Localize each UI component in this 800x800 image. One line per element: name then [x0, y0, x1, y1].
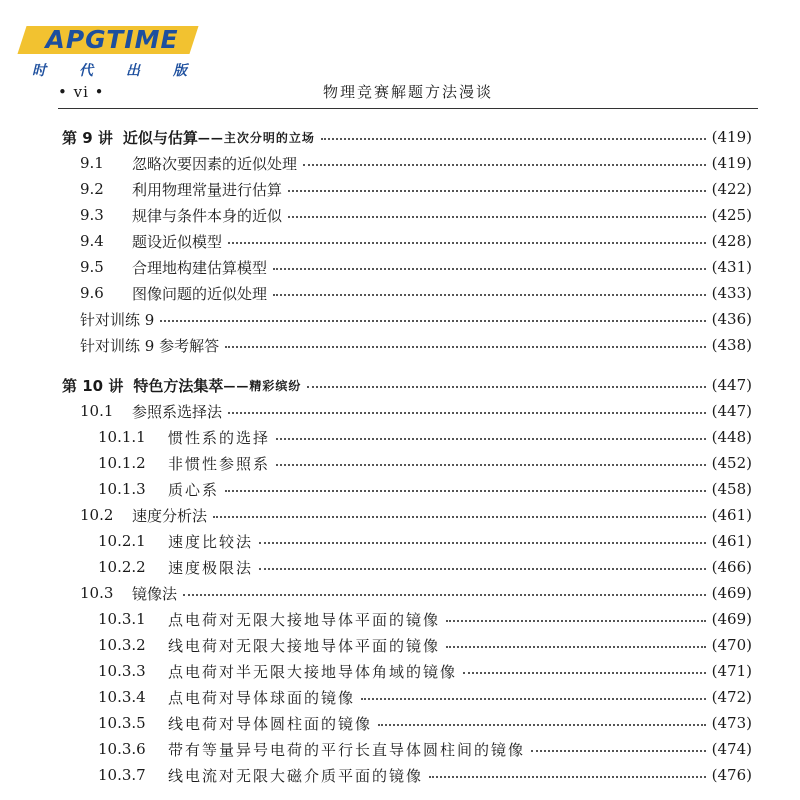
toc-number: 10.3.7	[98, 766, 146, 784]
toc-number: 10.3	[80, 584, 114, 602]
toc-leader-dots	[531, 750, 706, 752]
toc-leader-dots	[446, 620, 706, 622]
toc-number: 10.3.1	[98, 610, 146, 628]
toc-row[interactable]	[80, 306, 752, 332]
toc-page-number: (476)	[711, 766, 752, 784]
toc-row[interactable]	[98, 710, 752, 736]
toc-leader-dots	[228, 242, 706, 244]
toc-number: 10.1.1	[98, 428, 146, 446]
toc-leader-dots	[288, 190, 706, 192]
toc-number: 9.1	[80, 154, 104, 172]
toc-subtitle: ——主次分明的立场	[197, 130, 315, 145]
toc-title: 规律与条件本身的近似	[132, 206, 283, 225]
toc-title: 线电荷对无限大接地导体平面的镜像	[168, 636, 441, 655]
toc-row[interactable]	[80, 332, 752, 358]
toc-number: 第 9 讲	[62, 128, 113, 147]
toc-number: 第 10 讲	[62, 376, 124, 395]
toc-number: 10.3.2	[98, 636, 146, 654]
toc-leader-dots	[228, 412, 706, 414]
toc-number: 10.2.2	[98, 558, 146, 576]
toc-page-number: (436)	[711, 310, 752, 328]
logo-subtitle	[32, 60, 187, 80]
toc-number: 10.3.6	[98, 740, 146, 758]
toc-row[interactable]	[98, 632, 752, 658]
toc-page-number: (470)	[711, 636, 752, 654]
toc-page-number: (461)	[711, 506, 752, 524]
toc-leader-dots	[446, 646, 706, 648]
toc-title: 速度分析法	[132, 506, 208, 525]
toc-leader-dots	[273, 294, 706, 296]
toc-page-number: (422)	[711, 180, 752, 198]
toc-page-number: (474)	[711, 740, 752, 758]
toc-number: 10.1	[80, 402, 114, 420]
toc-page-number: (448)	[711, 428, 752, 446]
toc-title: 惯性系的选择	[168, 428, 271, 447]
toc-row[interactable]	[98, 762, 752, 788]
toc-number: 10.2.1	[98, 532, 146, 550]
toc-leader-dots	[463, 672, 706, 674]
toc-row[interactable]	[80, 176, 752, 202]
toc-page-number: (447)	[711, 376, 752, 394]
toc-title: 题设近似模型	[132, 232, 223, 251]
toc-row[interactable]	[98, 554, 752, 580]
toc-leader-dots	[183, 594, 706, 596]
toc-leader-dots	[429, 776, 706, 778]
toc-leader-dots	[361, 698, 706, 700]
toc-chapter-row[interactable]	[62, 372, 752, 398]
toc-page-number: (419)	[711, 128, 752, 146]
toc-page-number: (425)	[711, 206, 752, 224]
toc-title: 合理地构建估算模型	[132, 258, 268, 277]
toc-title: 近似与估算	[122, 128, 198, 147]
toc-leader-dots	[288, 216, 706, 218]
page-number: • vi •	[58, 83, 105, 101]
toc-row[interactable]	[80, 280, 752, 306]
toc-page-number: (466)	[711, 558, 752, 576]
toc-title: 非惯性参照系	[168, 454, 271, 473]
toc-page-number: (473)	[711, 714, 752, 732]
toc-title: 质心系	[168, 480, 220, 499]
toc-page-number: (419)	[711, 154, 752, 172]
toc-number: 9.2	[80, 180, 104, 198]
toc-title: 图像问题的近似处理	[132, 284, 268, 303]
toc-title: 带有等量异号电荷的平行长直导体圆柱间的镜像	[168, 740, 526, 759]
publisher-logo	[22, 20, 197, 84]
toc-title: 线电流对无限大磁介质平面的镜像	[168, 766, 424, 785]
toc-row[interactable]	[80, 202, 752, 228]
toc-leader-dots	[225, 490, 706, 492]
toc-row[interactable]	[80, 228, 752, 254]
toc-row[interactable]	[98, 528, 752, 554]
logo-subtitle-char: 出	[126, 63, 140, 79]
toc-row[interactable]	[80, 150, 752, 176]
header-rule	[58, 108, 758, 109]
toc-page-number: (433)	[711, 284, 752, 302]
toc-leader-dots	[225, 346, 706, 348]
toc-title: 速度比较法	[168, 532, 254, 551]
book-title: 物理竞赛解题方法漫谈	[322, 83, 493, 101]
toc-chapter-row[interactable]	[62, 124, 752, 150]
toc-number: 10.1.2	[98, 454, 146, 472]
logo-subtitle-char: 版	[173, 63, 187, 79]
toc-leader-dots	[213, 516, 706, 518]
toc-title: 速度极限法	[168, 558, 254, 577]
toc-page-number: (447)	[711, 402, 752, 420]
toc-leader-dots	[276, 438, 706, 440]
toc-row[interactable]	[98, 658, 752, 684]
toc-title: 忽略次要因素的近似处理	[132, 154, 298, 173]
toc-leader-dots	[303, 164, 706, 166]
toc-subtitle: ——精彩缤纷	[223, 378, 302, 393]
toc-title: 点电荷对无限大接地导体平面的镜像	[168, 610, 441, 629]
toc-leader-dots	[307, 386, 705, 388]
toc-leader-dots	[273, 268, 706, 270]
toc-row[interactable]	[98, 424, 752, 450]
toc-title: 点电荷对半无限大接地导体角域的镜像	[168, 662, 458, 681]
toc-row[interactable]	[98, 736, 752, 762]
logo-subtitle-char: 代	[79, 63, 93, 79]
toc-page-number: (471)	[711, 662, 752, 680]
toc-title: 针对训练 9	[80, 310, 155, 329]
toc-row[interactable]	[80, 502, 752, 528]
toc-number: 10.2	[80, 506, 114, 524]
toc-page-number: (472)	[711, 688, 752, 706]
toc-row[interactable]	[80, 580, 752, 606]
toc-leader-dots	[160, 320, 705, 322]
toc-leader-dots	[276, 464, 706, 466]
toc-number: 9.5	[80, 258, 104, 276]
toc-number: 9.6	[80, 284, 104, 302]
toc-number: 10.3.3	[98, 662, 146, 680]
toc-number: 9.3	[80, 206, 104, 224]
toc-page-number: (458)	[711, 480, 752, 498]
toc-title: 特色方法集萃	[133, 376, 224, 395]
toc-title: 针对训练 9 参考解答	[80, 336, 220, 355]
toc-page-number: (431)	[711, 258, 752, 276]
toc-title: 镜像法	[132, 584, 178, 603]
toc-row[interactable]	[80, 254, 752, 280]
toc-row[interactable]	[98, 476, 752, 502]
toc-title: 点电荷对导体球面的镜像	[168, 688, 356, 707]
toc-number: 10.3.5	[98, 714, 146, 732]
toc-row[interactable]	[98, 684, 752, 710]
toc-page-number: (428)	[711, 232, 752, 250]
toc-leader-dots	[378, 724, 706, 726]
toc-page-number: (461)	[711, 532, 752, 550]
toc-row[interactable]	[98, 606, 752, 632]
toc-page-number: (469)	[711, 610, 752, 628]
toc-page-number: (452)	[711, 454, 752, 472]
toc-page-number: (469)	[711, 584, 752, 602]
toc-number: 10.1.3	[98, 480, 146, 498]
page-header	[58, 80, 758, 104]
logo-text: APGTIME	[45, 25, 179, 54]
toc-leader-dots	[259, 542, 706, 544]
toc-title: 参照系选择法	[132, 402, 223, 421]
logo-subtitle-char: 时	[32, 63, 46, 79]
toc-number: 9.4	[80, 232, 104, 250]
toc-leader-dots	[259, 568, 706, 570]
toc-page-number: (438)	[711, 336, 752, 354]
toc-row[interactable]	[80, 398, 752, 424]
toc-title: 利用物理常量进行估算	[132, 180, 283, 199]
toc-leader-dots	[321, 138, 706, 140]
toc-row[interactable]	[98, 450, 752, 476]
toc-number: 10.3.4	[98, 688, 146, 706]
toc-title: 线电荷对导体圆柱面的镜像	[168, 714, 373, 733]
